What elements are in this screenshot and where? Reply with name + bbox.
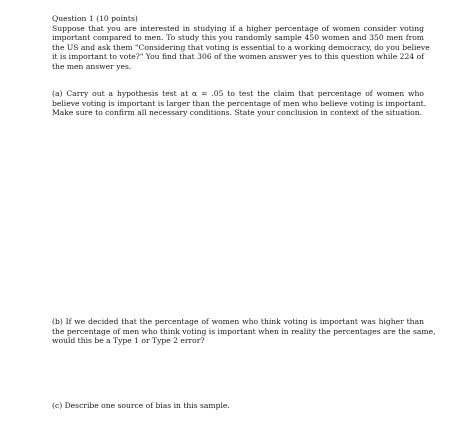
part-a [52, 89, 427, 118]
part-a-line: (a) Carry out a hypothesis test at α = .05 to test the claim that percentage of women who [52, 89, 424, 98]
part-a-line: believe voting is important is larger than the percentage of men who believe voting is important. [52, 98, 427, 108]
intro-line: important compared to men. To study this you randomly sample 450 women and 350 men from [52, 33, 424, 43]
question-intro [52, 14, 430, 72]
part-c-line: (c) Describe one source of bias in this sample. [52, 401, 230, 410]
part-b [52, 317, 436, 346]
intro-line: it is important to vote?" You find that 306 of the women answer yes to this question while 224 of [52, 52, 424, 62]
question-title: Question 1 (10 points) [52, 14, 138, 23]
part-b-line: the percentage of men who think voting is important when in reality the percentages are the same, [52, 326, 436, 336]
intro-line: the US and ask them "Considering that voting is essential to a working democracy, do you believe [52, 42, 430, 52]
part-c [52, 401, 424, 411]
intro-line: Suppose that you are interested in studying if a higher percentage of women consider voting [52, 23, 424, 33]
intro-line: the men answer yes. [52, 61, 132, 71]
part-b-line: would this be a Type 1 or Type 2 error? [52, 336, 205, 346]
part-b-line: (b) If we decided that the percentage of women who think voting is important was higher than [52, 317, 424, 326]
part-a-line: Make sure to confirm all necessary conditions. State your conclusion in context of the situation. [52, 108, 423, 118]
